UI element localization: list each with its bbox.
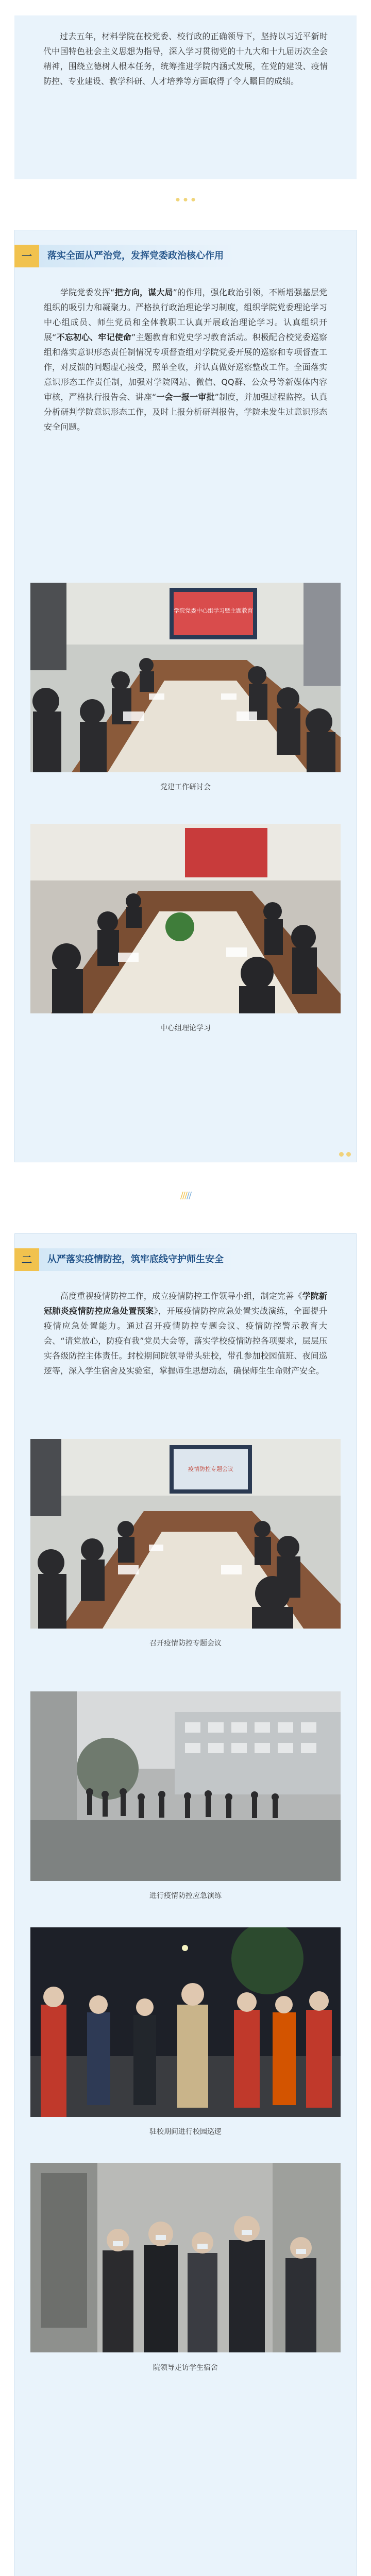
campus-patrol-illustration (30, 1927, 341, 2117)
photo-caption: 院领导走访学生宿舍 (153, 2364, 218, 2372)
prevention-meeting-illustration (30, 1439, 341, 1629)
corner-dots (339, 1152, 351, 1157)
section-divider: ///// (180, 1190, 191, 1201)
photo-dorm-visit (30, 2163, 341, 2352)
body-text: ”的作用，强化政治引领，不断增强基层党组织的吸引力和凝聚力。严格执行政治理论学习制度，组织学院党委理论学习中心组成员、师生党员和全体教职工认真开展政治理论学习。认真组织开展“ (44, 287, 327, 342)
dot-icon (339, 1152, 344, 1157)
section-body-text (44, 1289, 327, 1378)
intro-dots-divider (176, 198, 195, 201)
section-party-building (14, 230, 357, 1162)
photo-party-seminar (30, 583, 341, 772)
section-header (14, 245, 303, 267)
section-number-badge: 一 (14, 245, 39, 267)
photo-caption: 驻校期间进行校园巡逻 (149, 2128, 222, 2136)
dot-icon (346, 1152, 351, 1157)
body-text: 高度重视疫情防控工作，成立疫情防控工作领导小组，制定完善《 (60, 1291, 302, 1301)
photo-prevention-meeting (30, 1439, 341, 1629)
body-text: 学院党委发挥“ (60, 287, 115, 297)
meeting-room-illustration (30, 583, 341, 772)
section-number-badge: 二 (14, 1248, 39, 1271)
photo-caption: 中心组理论学习 (160, 1024, 211, 1032)
body-text: 》，开展疫情防控应急处置实战演练，全面提升疫情应急处置能力。通过召开疫情防控专题会议、疫情防控警示教育大会、“请党放心，防疫有我”党员大会等，落实学校疫情防控各项要求，层层压实各级防控主体责任。封校期间院领导带头驻校，带孔参加校园值班、夜间巡逻等，深入学生宿舍及实验室，掌握师生思想动态，确保师生生命财产安全。 (44, 1306, 327, 1376)
dot-icon (176, 198, 180, 201)
body-text: ”主题教育和党史学习教育活动。积极配合校党委巡察组和落实意识形态责任制情况专项督查组对学院党委开展的巡察和专项督查工作，对反馈的问题虚心接受，照单全收，并认真做好巡察整改工作。全面落实意识形态工作责任制，加强对学院网站、微信、QQ群、公众号等新媒体内容审核，严格执行报告会、讲座“ (44, 332, 327, 402)
svg-text:学院党委中心组学习暨主题教育: 学院党委中心组学习暨主题教育 (174, 607, 253, 614)
intro-paragraph: 过去五年，材料学院在校党委、校行政的正确领导下，坚持以习近平新时代中国特色社会主义思想为指导，深入学习贯彻党的十九大和十九届历次全会精神，围绕立德树人根本任务，统筹推进学院内涵式发展，在党的建设、疫情防控、专业建设、教学科研、人才培养等方面取得了令人瞩目的成绩。 (43, 31, 328, 86)
dot-icon (192, 198, 195, 201)
section-body-text (44, 285, 327, 434)
photo-caption: 进行疫情防控应急演练 (149, 1892, 222, 1900)
svg-text:疫情防控专题会议: 疫情防控专题会议 (188, 1466, 233, 1472)
section-header (14, 1248, 303, 1271)
section-title: 落实全面从严治党，发挥党委政治核心作用 (39, 245, 236, 267)
body-text: ”制度，并加强过程监控。认真分析研判学院意识形态工作，及时上报分析研判报告，学院未发生过意识形态安全问题。 (44, 392, 327, 432)
dorm-visit-illustration (30, 2163, 341, 2352)
photo-caption: 党建工作研讨会 (160, 783, 211, 791)
photo-emergency-drill (30, 1691, 341, 1881)
emergency-drill-illustration (30, 1691, 341, 1881)
dot-icon (184, 198, 188, 201)
body-emphasis: 学院新冠肺炎疫情防控应急处置预案 (44, 1291, 327, 1316)
study-meeting-illustration (30, 824, 341, 1013)
section-epidemic-prevention (14, 1233, 357, 2576)
section-title: 从严落实疫情防控，筑牢底线守护师生安全 (39, 1248, 236, 1271)
body-emphasis: 把方向，谋大局 (114, 287, 173, 297)
body-emphasis: 一会一报一审批 (156, 392, 215, 402)
photo-caption: 召开疫情防控专题会议 (149, 1639, 222, 1648)
photo-theory-study (30, 824, 341, 1013)
photo-campus-patrol (30, 1927, 341, 2117)
intro-card (14, 15, 357, 179)
body-emphasis: 不忘初心、牢记使命 (56, 332, 132, 342)
